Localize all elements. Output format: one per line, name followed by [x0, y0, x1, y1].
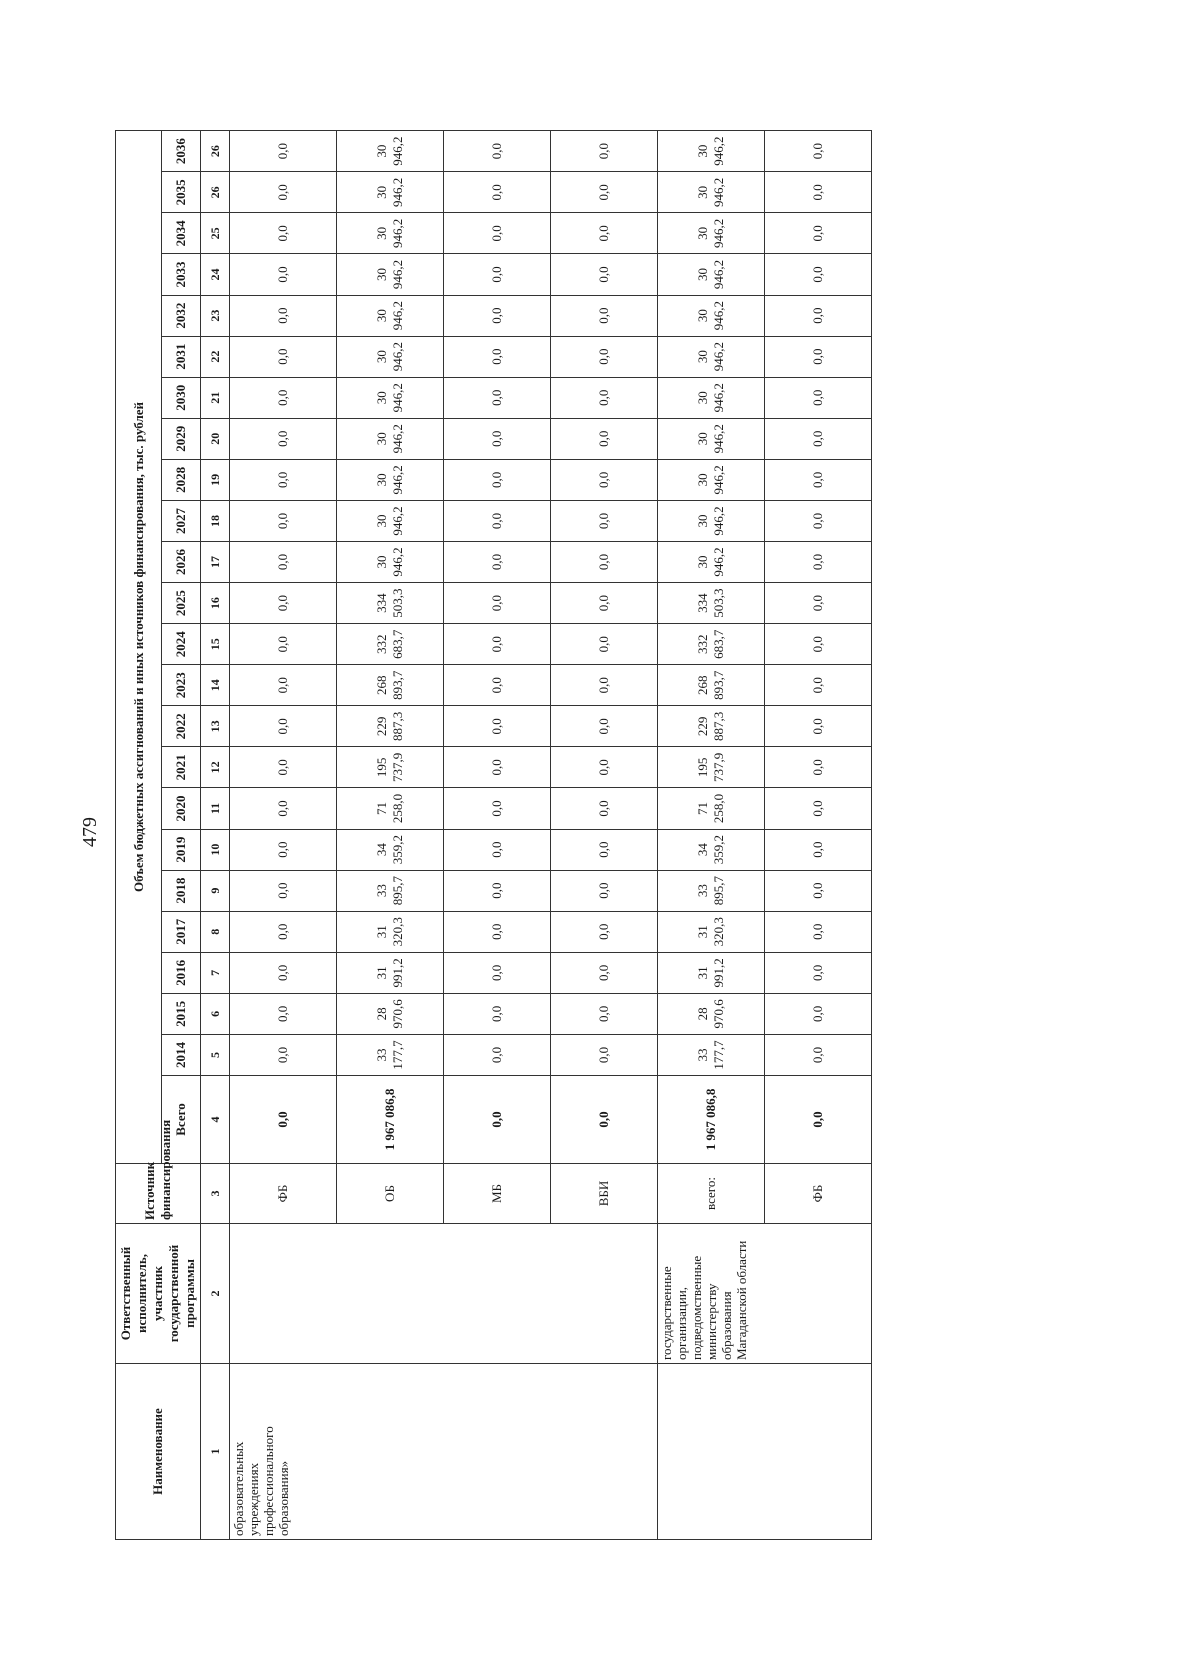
value-cell: 0,0	[444, 870, 551, 911]
column-number: 7	[201, 952, 230, 993]
column-number: 17	[201, 541, 230, 582]
value-cell: 33 895,7	[658, 870, 765, 911]
source-cell: ОБ	[337, 1164, 444, 1224]
year-header: 2020	[162, 788, 201, 829]
year-header: 2024	[162, 624, 201, 665]
value-cell: 0,0	[551, 541, 658, 582]
value-cell: 0,0	[444, 295, 551, 336]
value-cell: 0,0	[765, 993, 872, 1034]
column-number-row	[201, 131, 230, 1540]
value-cell: 30 946,2	[337, 213, 444, 254]
value-cell: 30 946,2	[337, 500, 444, 541]
value-cell: 0,0	[444, 541, 551, 582]
value-cell: 0,0	[230, 829, 337, 870]
year-header: 2027	[162, 500, 201, 541]
value-cell: 0,0	[765, 295, 872, 336]
value-cell: 0,0	[444, 583, 551, 624]
program-name: образовательных учреждениях профессионального образования»	[231, 1426, 291, 1536]
column-number: 2	[201, 1224, 230, 1364]
column-number: 3	[201, 1164, 230, 1224]
value-cell: 0,0	[765, 911, 872, 952]
column-number: 21	[201, 377, 230, 418]
value-cell: 0,0	[551, 418, 658, 459]
value-cell: 30 946,2	[337, 377, 444, 418]
column-number: 13	[201, 706, 230, 747]
value-cell: 0,0	[444, 213, 551, 254]
value-cell: 0,0	[230, 870, 337, 911]
column-number: 26	[201, 131, 230, 172]
header-volume: Объем бюджетных ассигнований и иных источников финансирования, тыс. рублей	[116, 131, 162, 1164]
value-cell: 34 359,2	[337, 829, 444, 870]
value-cell: 0,0	[765, 1034, 872, 1075]
value-cell: 0,0	[551, 131, 658, 172]
value-cell: 334 503,3	[658, 583, 765, 624]
column-number: 12	[201, 747, 230, 788]
value-cell: 0,0	[230, 295, 337, 336]
value-cell: 334 503,3	[337, 583, 444, 624]
value-cell: 30 946,2	[658, 459, 765, 500]
value-cell: 0,0	[551, 295, 658, 336]
value-cell: 30 946,2	[658, 541, 765, 582]
year-header: 2026	[162, 541, 201, 582]
value-cell: 332 683,7	[658, 624, 765, 665]
year-header: 2018	[162, 870, 201, 911]
rotated-table-wrapper	[115, 130, 1015, 1540]
value-cell: 0,0	[444, 624, 551, 665]
value-cell: 33 177,7	[658, 1034, 765, 1075]
value-cell: 28 970,6	[658, 993, 765, 1034]
value-cell: 229 887,3	[337, 706, 444, 747]
executor-cell	[658, 1224, 872, 1364]
value-cell: 0,0	[551, 665, 658, 706]
financing-table	[115, 130, 872, 1540]
value-cell: 332 683,7	[337, 624, 444, 665]
value-cell: 0,0	[551, 500, 658, 541]
year-header: 2031	[162, 336, 201, 377]
column-number: 14	[201, 665, 230, 706]
value-cell: 30 946,2	[658, 377, 765, 418]
header-row-1	[116, 131, 162, 1540]
value-cell: 30 946,2	[337, 336, 444, 377]
name-cell	[230, 1364, 658, 1540]
header-source: Источник финансирования	[116, 1164, 201, 1224]
value-cell: 0,0	[765, 418, 872, 459]
value-cell: 0,0	[765, 377, 872, 418]
table-row	[230, 131, 337, 1540]
value-cell: 0,0	[765, 952, 872, 993]
value-cell: 0,0	[551, 911, 658, 952]
value-cell: 0,0	[444, 993, 551, 1034]
value-cell: 30 946,2	[337, 418, 444, 459]
source-cell: МБ	[444, 1164, 551, 1224]
value-cell: 30 946,2	[337, 131, 444, 172]
value-cell: 33 895,7	[337, 870, 444, 911]
column-number: 19	[201, 459, 230, 500]
value-cell: 0,0	[230, 788, 337, 829]
value-cell: 195 737,9	[337, 747, 444, 788]
year-header: 2029	[162, 418, 201, 459]
year-header: 2036	[162, 131, 201, 172]
year-header: 2019	[162, 829, 201, 870]
value-cell: 30 946,2	[658, 131, 765, 172]
value-cell: 0,0	[444, 131, 551, 172]
value-cell: 30 946,2	[658, 336, 765, 377]
value-cell: 0,0	[551, 213, 658, 254]
year-header: 2033	[162, 254, 201, 295]
value-cell: 0,0	[230, 665, 337, 706]
value-cell: 30 946,2	[337, 459, 444, 500]
value-cell: 30 946,2	[658, 500, 765, 541]
total-cell: 0,0	[551, 1076, 658, 1164]
value-cell: 0,0	[765, 254, 872, 295]
value-cell: 0,0	[551, 870, 658, 911]
column-number: 5	[201, 1034, 230, 1075]
value-cell: 0,0	[230, 624, 337, 665]
value-cell: 0,0	[444, 254, 551, 295]
header-executor: Ответственный исполнитель, участник государственной программы	[116, 1224, 201, 1364]
value-cell: 0,0	[230, 213, 337, 254]
value-cell: 0,0	[765, 870, 872, 911]
value-cell: 34 359,2	[658, 829, 765, 870]
value-cell: 0,0	[230, 254, 337, 295]
value-cell: 0,0	[551, 993, 658, 1034]
value-cell: 0,0	[765, 788, 872, 829]
value-cell: 0,0	[551, 829, 658, 870]
value-cell: 268 893,7	[337, 665, 444, 706]
value-cell: 31 991,2	[337, 952, 444, 993]
value-cell: 0,0	[230, 377, 337, 418]
value-cell: 30 946,2	[658, 172, 765, 213]
column-number: 18	[201, 500, 230, 541]
executor-name: государственные организации, подведомственные министерству образования Магаданской области	[659, 1240, 749, 1360]
header-name: Наименование	[116, 1364, 201, 1540]
value-cell: 0,0	[551, 336, 658, 377]
value-cell: 0,0	[230, 747, 337, 788]
value-cell: 0,0	[765, 500, 872, 541]
value-cell: 0,0	[765, 131, 872, 172]
value-cell: 28 970,6	[337, 993, 444, 1034]
value-cell: 0,0	[765, 829, 872, 870]
value-cell: 30 946,2	[658, 418, 765, 459]
value-cell: 0,0	[551, 459, 658, 500]
value-cell: 0,0	[551, 952, 658, 993]
column-number: 20	[201, 418, 230, 459]
value-cell: 0,0	[230, 993, 337, 1034]
year-header: 2014	[162, 1034, 201, 1075]
source-cell: ФБ	[230, 1164, 337, 1224]
column-number: 16	[201, 583, 230, 624]
value-cell: 0,0	[230, 172, 337, 213]
value-cell: 268 893,7	[658, 665, 765, 706]
value-cell: 30 946,2	[658, 254, 765, 295]
total-cell: 1 967 086,8	[337, 1076, 444, 1164]
year-header: 2032	[162, 295, 201, 336]
value-cell: 0,0	[765, 172, 872, 213]
value-cell: 31 320,3	[658, 911, 765, 952]
value-cell: 0,0	[551, 624, 658, 665]
page-number: 479	[79, 817, 101, 847]
value-cell: 0,0	[444, 706, 551, 747]
source-cell: всего:	[658, 1164, 765, 1224]
value-cell: 71 258,0	[337, 788, 444, 829]
value-cell: 0,0	[765, 541, 872, 582]
value-cell: 30 946,2	[337, 295, 444, 336]
value-cell: 0,0	[765, 665, 872, 706]
year-header: 2034	[162, 213, 201, 254]
column-number: 25	[201, 213, 230, 254]
total-cell: 1 967 086,8	[658, 1076, 765, 1164]
year-header: 2028	[162, 459, 201, 500]
column-number: 1	[201, 1364, 230, 1540]
value-cell: 0,0	[551, 583, 658, 624]
value-cell: 30 946,2	[337, 254, 444, 295]
year-header: 2016	[162, 952, 201, 993]
year-header: 2015	[162, 993, 201, 1034]
column-number: 11	[201, 788, 230, 829]
column-number: 6	[201, 993, 230, 1034]
year-header: 2021	[162, 747, 201, 788]
value-cell: 0,0	[551, 254, 658, 295]
value-cell: 0,0	[230, 500, 337, 541]
value-cell: 0,0	[444, 418, 551, 459]
value-cell: 0,0	[444, 172, 551, 213]
total-cell: 0,0	[444, 1076, 551, 1164]
value-cell: 30 946,2	[337, 172, 444, 213]
name-cell-empty	[658, 1364, 872, 1540]
executor-cell-empty	[230, 1224, 658, 1364]
value-cell: 0,0	[230, 131, 337, 172]
value-cell: 0,0	[230, 541, 337, 582]
value-cell: 0,0	[765, 747, 872, 788]
value-cell: 30 946,2	[658, 295, 765, 336]
column-number: 8	[201, 911, 230, 952]
value-cell: 195 737,9	[658, 747, 765, 788]
value-cell: 0,0	[551, 172, 658, 213]
year-header: 2035	[162, 172, 201, 213]
value-cell: 0,0	[444, 788, 551, 829]
value-cell: 33 177,7	[337, 1034, 444, 1075]
value-cell: 71 258,0	[658, 788, 765, 829]
total-cell: 0,0	[230, 1076, 337, 1164]
source-cell: ВБИ	[551, 1164, 658, 1224]
column-number: 10	[201, 829, 230, 870]
column-number: 4	[201, 1076, 230, 1164]
year-header: 2025	[162, 583, 201, 624]
value-cell: 0,0	[230, 418, 337, 459]
column-number: 15	[201, 624, 230, 665]
value-cell: 0,0	[444, 911, 551, 952]
total-cell: 0,0	[765, 1076, 872, 1164]
value-cell: 0,0	[444, 747, 551, 788]
value-cell: 0,0	[551, 706, 658, 747]
value-cell: 0,0	[765, 706, 872, 747]
value-cell: 0,0	[444, 336, 551, 377]
value-cell: 0,0	[444, 377, 551, 418]
value-cell: 30 946,2	[337, 541, 444, 582]
value-cell: 0,0	[765, 583, 872, 624]
value-cell: 0,0	[230, 459, 337, 500]
header-total: Всего	[162, 1076, 201, 1164]
year-header: 2030	[162, 377, 201, 418]
value-cell: 0,0	[444, 829, 551, 870]
value-cell: 0,0	[551, 788, 658, 829]
value-cell: 0,0	[230, 952, 337, 993]
value-cell: 0,0	[444, 459, 551, 500]
value-cell: 0,0	[765, 213, 872, 254]
table-row	[658, 131, 765, 1540]
year-header: 2022	[162, 706, 201, 747]
year-header: 2017	[162, 911, 201, 952]
value-cell: 0,0	[551, 1034, 658, 1075]
value-cell: 0,0	[551, 747, 658, 788]
value-cell: 0,0	[765, 336, 872, 377]
column-number: 24	[201, 254, 230, 295]
value-cell: 0,0	[551, 377, 658, 418]
value-cell: 31 991,2	[658, 952, 765, 993]
year-header: 2023	[162, 665, 201, 706]
value-cell: 0,0	[444, 665, 551, 706]
source-cell: ФБ	[765, 1164, 872, 1224]
value-cell: 229 887,3	[658, 706, 765, 747]
column-number: 23	[201, 295, 230, 336]
value-cell: 0,0	[230, 1034, 337, 1075]
value-cell: 0,0	[765, 624, 872, 665]
column-number: 26	[201, 172, 230, 213]
value-cell: 0,0	[444, 1034, 551, 1075]
value-cell: 0,0	[444, 952, 551, 993]
value-cell: 31 320,3	[337, 911, 444, 952]
column-number: 22	[201, 336, 230, 377]
value-cell: 0,0	[230, 336, 337, 377]
value-cell: 30 946,2	[658, 213, 765, 254]
value-cell: 0,0	[230, 706, 337, 747]
value-cell: 0,0	[230, 911, 337, 952]
column-number: 9	[201, 870, 230, 911]
value-cell: 0,0	[444, 500, 551, 541]
value-cell: 0,0	[765, 459, 872, 500]
value-cell: 0,0	[230, 583, 337, 624]
